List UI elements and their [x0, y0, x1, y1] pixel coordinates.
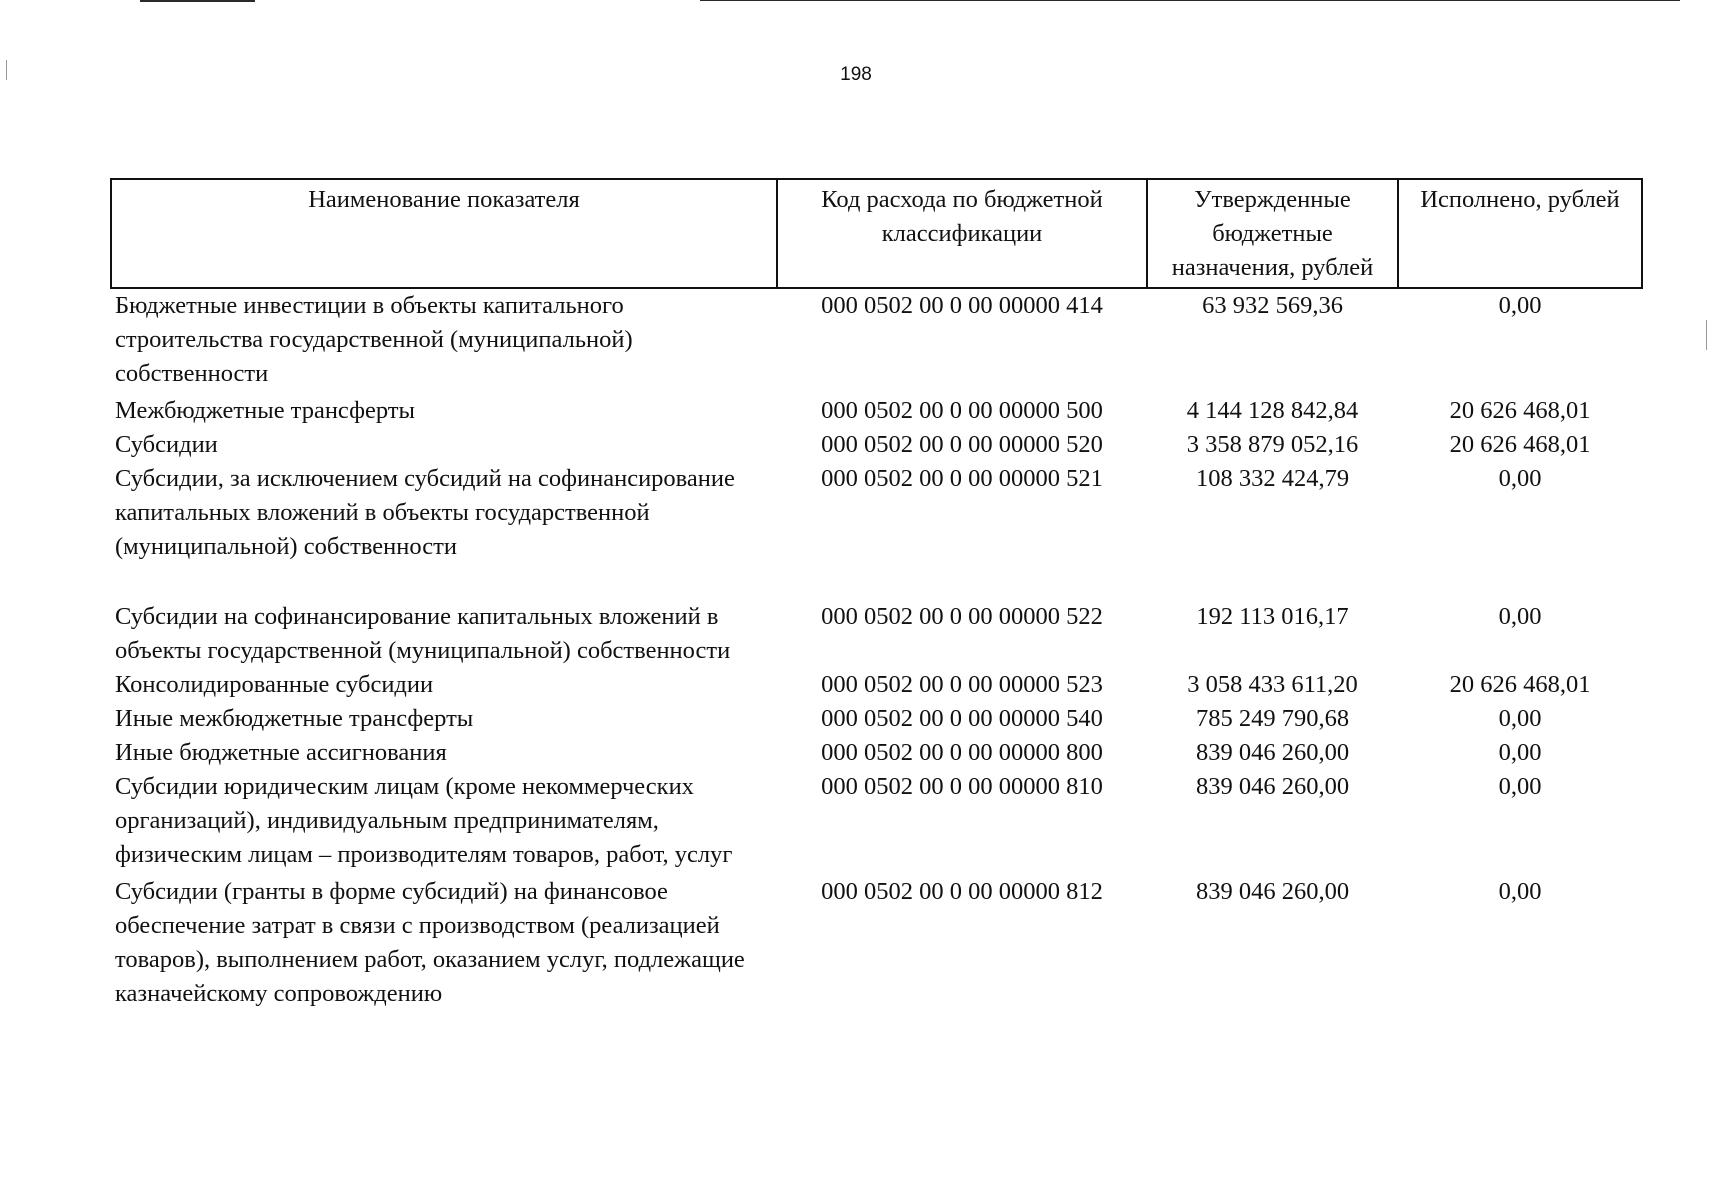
row-name: Межбюджетные трансферты [115, 397, 415, 424]
table-row [111, 736, 1642, 770]
row-name: Субсидии, за исключением субсидий на софинансирование капитальных вложений в объекты государственной (муниципальной) собственности [115, 465, 735, 560]
table-row [111, 394, 1642, 428]
row-code: 000 0502 00 0 00 00000 800 [821, 739, 1103, 766]
row-code: 000 0502 00 0 00 00000 523 [821, 671, 1103, 698]
table-row [111, 702, 1642, 736]
row-approved: 3 358 879 052,16 [1186, 431, 1359, 458]
table-row [111, 288, 1642, 394]
row-executed: 0,00 [1498, 739, 1542, 766]
row-executed: 0,00 [1498, 603, 1542, 630]
row-approved: 4 144 128 842,84 [1186, 397, 1359, 424]
row-executed: 20 626 468,01 [1449, 671, 1591, 698]
table-row [111, 462, 1642, 600]
row-code: 000 0502 00 0 00 00000 540 [821, 705, 1103, 732]
row-name: Иные межбюджетные трансферты [115, 705, 474, 732]
row-code: 000 0502 00 0 00 00000 414 [821, 292, 1103, 319]
row-code: 000 0502 00 0 00 00000 520 [821, 431, 1103, 458]
header-name: Наименование показателя [111, 179, 777, 288]
header-executed: Исполнено, рублей [1398, 179, 1642, 288]
page-number: 198 [840, 64, 872, 85]
row-executed: 20 626 468,01 [1449, 397, 1591, 424]
table-row [111, 600, 1642, 668]
row-name: Иные бюджетные ассигнования [115, 739, 447, 766]
row-approved: 192 113 016,17 [1196, 603, 1349, 630]
row-approved: 839 046 260,00 [1195, 773, 1350, 800]
row-executed: 20 626 468,01 [1449, 431, 1591, 458]
table-row [111, 668, 1642, 702]
row-name: Субсидии (гранты в форме субсидий) на финансовое обеспечение затрат в связи с производством (реализацией товаров), выполнением работ, оказанием услуг, подлежащие казначейскому сопровождению [115, 878, 745, 1007]
row-code: 000 0502 00 0 00 00000 812 [821, 878, 1103, 905]
row-code: 000 0502 00 0 00 00000 810 [821, 773, 1103, 800]
row-executed: 0,00 [1498, 705, 1542, 732]
top-rule-left [140, 0, 255, 2]
row-approved: 839 046 260,00 [1195, 739, 1350, 766]
row-code: 000 0502 00 0 00 00000 522 [821, 603, 1103, 630]
row-approved: 3 058 433 611,20 [1187, 671, 1358, 698]
row-approved: 63 932 569,36 [1202, 292, 1343, 319]
row-approved: 785 249 790,68 [1195, 705, 1350, 732]
row-name: Субсидии юридическим лицам (кроме некоммерческих организаций), индивидуальным предпринимателям, физическим лицам – производителям товаров, работ, услуг [115, 773, 733, 868]
row-executed: 0,00 [1498, 465, 1542, 492]
table-row [111, 875, 1642, 1011]
top-rule-right [700, 0, 1680, 1]
row-executed: 0,00 [1498, 773, 1542, 800]
row-name: Бюджетные инвестиции в объекты капитального строительства государственной (муниципальной) собственности [115, 292, 633, 387]
header-code: Код расхода по бюджетной классификации [777, 179, 1147, 288]
header-approved: Утвержденные бюджетные назначения, рублей [1147, 179, 1398, 288]
table-header-row [111, 179, 1642, 288]
margin-mark-right [1706, 320, 1707, 350]
row-executed: 0,00 [1498, 878, 1542, 905]
row-approved: 839 046 260,00 [1195, 878, 1350, 905]
table-row [111, 428, 1642, 462]
row-code: 000 0502 00 0 00 00000 521 [821, 465, 1103, 492]
row-name: Консолидированные субсидии [115, 671, 434, 698]
row-approved: 108 332 424,79 [1195, 465, 1350, 492]
row-name: Субсидии на софинансирование капитальных вложений в объекты государственной (муниципальной) собственности [115, 603, 731, 664]
row-name: Субсидии [115, 431, 218, 458]
row-code: 000 0502 00 0 00 00000 500 [821, 397, 1103, 424]
table-row [111, 770, 1642, 875]
row-executed: 0,00 [1498, 292, 1542, 319]
budget-table [110, 178, 1643, 1011]
